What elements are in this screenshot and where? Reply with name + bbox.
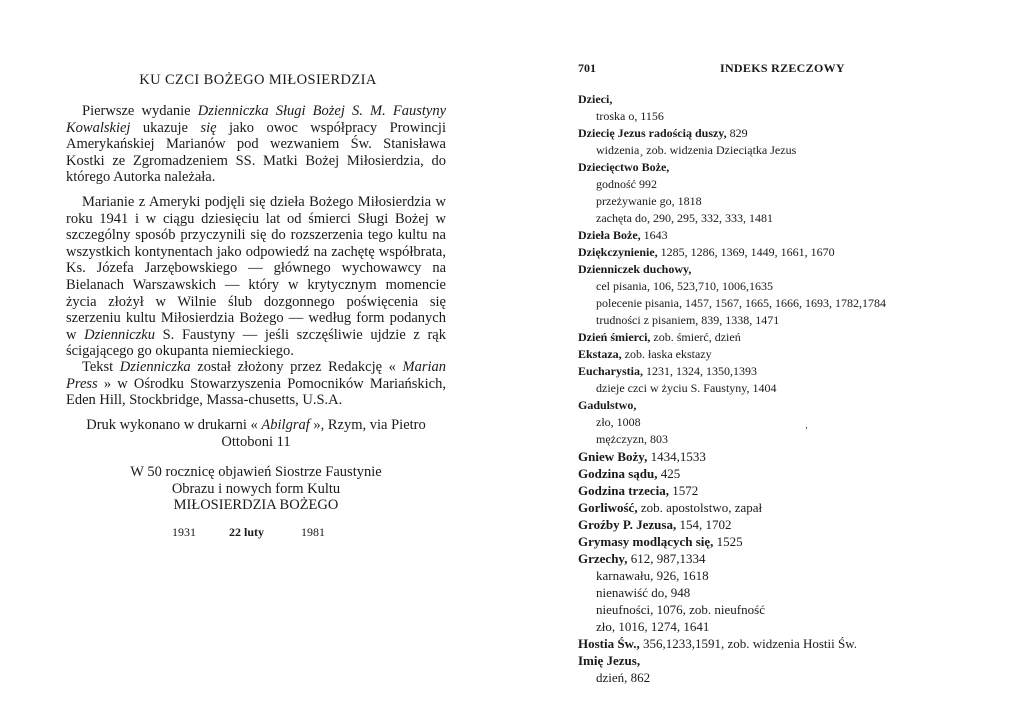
index-entry: Dzieła Boże, 1643	[578, 228, 668, 242]
index-entry: Gadulstwo,	[578, 398, 637, 412]
paragraph-first-edition	[66, 103, 446, 186]
text: Pierwsze wydanie	[82, 103, 198, 119]
date-day: 22 luty	[229, 525, 265, 539]
index-entry: Gorliwość, zob. apostolstwo, zapał	[578, 500, 763, 515]
index-subentry: zachęta do, 290, 295, 332, 333, 1481	[596, 211, 773, 225]
index-entry: Hostia Św., 356,1233,1591, zob. widzenia Hostii Św.	[578, 636, 858, 651]
paragraph-text-source	[66, 359, 446, 409]
text: Tekst	[82, 359, 120, 375]
page-number: 701	[578, 61, 596, 75]
index-subentry: godność 992	[596, 177, 657, 191]
text: jako owoc współpracy Prowincji Amerykańskiej Marianów pod wezwaniem Św. Stanisława Kostki ze Zgromadzeniem SS. Matki Bożej Miłosierdzia, do którego Autorka należała.	[66, 119, 446, 186]
index-subentry: dzień, 862	[596, 670, 651, 685]
index-term: Grzechy,	[578, 551, 628, 566]
text: Druk wykonano w drukarni «	[86, 417, 262, 433]
page-title: KU CZCI BOŻEGO MIŁOSIERDZIA	[139, 72, 377, 88]
index-entry: Groźby P. Jezusa, 154, 1702	[578, 517, 732, 532]
index-entry: Dziecię Jezus radością duszy, 829	[578, 126, 748, 140]
index-subentry: zło, 1016, 1274, 1641	[596, 619, 710, 634]
index-entry: Dziękczynienie, 1285, 1286, 1369, 1449, 1661, 1670	[578, 245, 835, 259]
text: », Rzym, via Pietro	[309, 417, 426, 433]
index-entry: Dzieci,	[578, 92, 613, 106]
index-entry: Dzień śmierci, zob. śmierć, dzień	[578, 330, 741, 344]
index-subentry: polecenie pisania, 1457, 1567, 1665, 1666, 1693, 1782,1784	[596, 296, 886, 310]
stray-mark: ‚	[805, 420, 808, 430]
text-italic: się	[200, 119, 217, 136]
dedication	[66, 464, 446, 514]
index-entry: Godzina trzecia, 1572	[578, 483, 699, 498]
index-entry: Imię Jezus,	[578, 653, 641, 668]
paragraph-marians	[66, 194, 446, 360]
index-subentry: nienawiść do, 948	[596, 585, 691, 600]
text: S. Faustyny — jeśli szczęśliwie ujdzie z rąk ścigającego go okupanta niemieckiego.	[66, 326, 446, 360]
printer-address: Ottoboni 11	[221, 433, 291, 450]
text-italic: Dzienniczka Sługi Bożej S. M. Faustyny Kowalskiej	[66, 103, 447, 136]
index-term: Eucharystia,	[578, 364, 644, 378]
dedication-line: W 50 rocznicę objawień Siostrze Faustynie	[130, 464, 382, 480]
printer-line	[66, 417, 446, 434]
index-subentry: dzieje czci w życiu S. Faustyny, 1404	[596, 381, 777, 395]
text: ukazuje	[130, 119, 201, 136]
index-term: Dzieła Boże,	[578, 228, 641, 242]
index-term: Gniew Boży,	[578, 449, 648, 464]
dedication-line: Obrazu i nowych form Kultu	[171, 480, 341, 497]
index-entry: Ekstaza, zob. łaska ekstazy	[578, 347, 712, 361]
text-italic: Abilgraf	[261, 417, 310, 433]
index-subentry: trudności z pisaniem, 839, 1338, 1471	[596, 313, 780, 327]
index-entry: Eucharystia, 1231, 1324, 1350,1393	[578, 364, 758, 378]
index-term: Groźby P. Jezusa,	[578, 517, 677, 532]
index-term: Dziecię Jezus radością duszy,	[578, 126, 727, 140]
running-header: INDEKS RZECZOWY	[720, 61, 845, 75]
index-subentry: nieufności, 1076, zob. nieufność	[596, 602, 765, 617]
index-term: Godzina trzecia,	[578, 483, 669, 498]
index-entry: Godzina sądu, 425	[578, 466, 681, 481]
index-subentry: mężczyzn, 803	[596, 432, 668, 446]
index-term: Ekstaza,	[578, 347, 622, 361]
index-term: Dzień śmierci,	[578, 330, 651, 344]
index-entry: Grymasy modlących się, 1525	[578, 534, 743, 549]
index-subentry: przeżywanie go, 1818	[596, 194, 702, 208]
text: Marianie z Ameryki podjęli się dzieła Bożego Miłosierdzia w roku 1941 i w ciągu dziesięciu lat od śmierci Sługi Bożej w szczególny sposób przyczynili się do rozszerzenia tego kultu na wszystkich kontynentach jako odpowiedź na zachętę współbrata, Ks. Józefa Jarzębowskiego — głównego wychowawcy na Bielanach Warszawskich — który w krytycznym momencie życia złożył w Wilnie ślub dozgonnego poświęcenia się szerzeniu kultu Miłosierdzia Bożego — według form podanych w	[66, 194, 446, 343]
date-end: 1981	[301, 525, 325, 539]
index-term: Dziękczynienie,	[578, 245, 658, 259]
index-term: Gorliwość,	[578, 500, 638, 515]
right-page	[512, 0, 1024, 725]
text-italic: Dzienniczku	[84, 326, 155, 343]
text-italic: Dzienniczka	[119, 359, 191, 375]
text: został złożony przez Redakcję «	[190, 359, 403, 375]
index-subentry: widzenia¸ zob. widzenia Dzieciątka Jezus	[596, 143, 797, 157]
index-entry: Dzienniczek duchowy,	[578, 262, 692, 276]
dedication-line: MIŁOSIERDZIA BOŻEGO	[173, 497, 339, 514]
index-term: Grymasy modlących się,	[578, 534, 714, 549]
index-subentry: zło, 1008	[596, 415, 641, 429]
index-term: Hostia Św.,	[578, 636, 640, 651]
index-entry: Gniew Boży, 1434,1533	[578, 449, 706, 464]
index-entry: Grzechy, 612, 987,1334	[578, 551, 706, 566]
printer-info	[66, 417, 446, 450]
text: » w Ośrodku Stowarzyszenia Pomocników Mariańskich, Eden Hill, Stockbridge, Massa-chusetts, U.S.A.	[66, 375, 446, 409]
index-entry: Dziecięctwo Boże,	[578, 160, 670, 174]
index-subentry: troska o, 1156	[596, 109, 664, 123]
text-italic: Marian Press	[66, 359, 446, 392]
date-start: 1931	[172, 525, 196, 539]
index-subentry: cel pisania, 106, 523,710, 1006,1635	[596, 279, 773, 293]
index-subentry: karnawału, 926, 1618	[596, 568, 709, 583]
index-term: Godzina sądu,	[578, 466, 658, 481]
